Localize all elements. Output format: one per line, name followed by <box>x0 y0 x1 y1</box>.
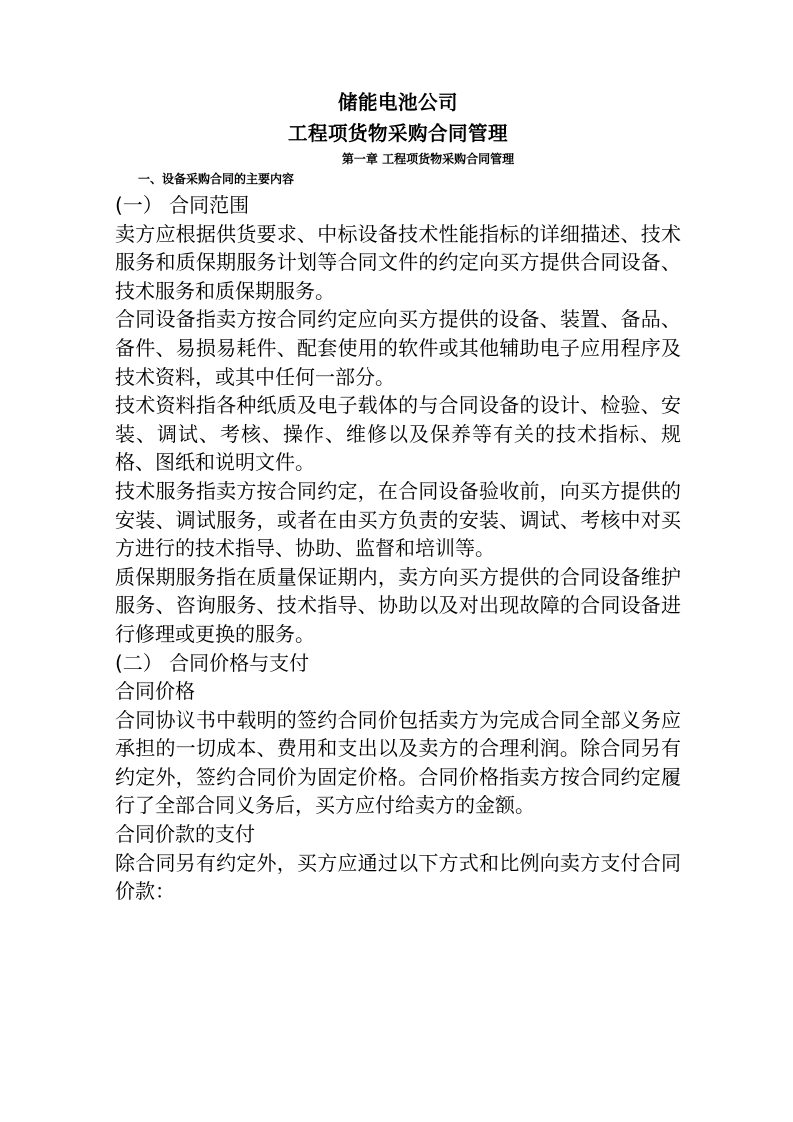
heading-contract-scope: (一） 合同范围 <box>115 193 250 217</box>
para-scope-2: 合同设备指卖方按合同约定应向买方提供的设备、装置、备品、备件、易损易耗件、配套使用的软件或其他辅助电子应用程序及技术资料，或其中任何一部分。 <box>115 307 681 389</box>
document-body <box>115 191 681 906</box>
heading-price-payment: (二） 合同价格与支付 <box>115 650 310 675</box>
para-payment-1: 除合同另有约定外，买方应通过以下方式和比例向卖方支付合同价款： <box>115 850 681 904</box>
document-title-line-1: 储能电池公司 <box>337 91 458 114</box>
subheading-payment: 合同价款的支付 <box>115 822 255 847</box>
para-scope-4: 技术服务指卖方按合同约定，在合同设备验收前，向买方提供的安装、调试服务，或者在由买方负责的安装、调试、考核中对买方进行的技术指导、协助、监督和培训等。 <box>115 478 681 561</box>
section-heading: 一、设备采购合同的主要内容 <box>138 172 295 186</box>
subheading-contract-price: 合同价格 <box>115 679 195 704</box>
document-content <box>115 88 681 906</box>
para-scope-5: 质保期服务指在质量保证期内，卖方向买方提供的合同设备维护服务、咨询服务、技术指导、协助以及对出现故障的合同设备进行修理或更换的服务。 <box>115 564 681 646</box>
para-scope-3: 技术资料指各种纸质及电子载体的与合同设备的设计、检验、安装、调试、考核、操作、维修以及保养等有关的技术指标、规格、图纸和说明文件。 <box>115 393 681 475</box>
document-title-line-2: 工程项货物采购合同管理 <box>287 122 508 145</box>
chapter-heading: 第一章 工程项货物采购合同管理 <box>341 152 515 166</box>
para-price-1: 合同协议书中载明的签约合同价包括卖方为完成合同全部义务应承担的一切成本、费用和支出以及卖方的合理利润。除合同另有约定外，签约合同价为固定价格。合同价格指卖方按合同约定履行了全部合同义务后，买方应付给卖方的金额。 <box>115 707 681 818</box>
para-scope-1: 卖方应根据供货要求、中标设备技术性能指标的详细描述、技术服务和质保期服务计划等合同文件的约定向买方提供合同设备、技术服务和质保期服务。 <box>115 221 681 303</box>
